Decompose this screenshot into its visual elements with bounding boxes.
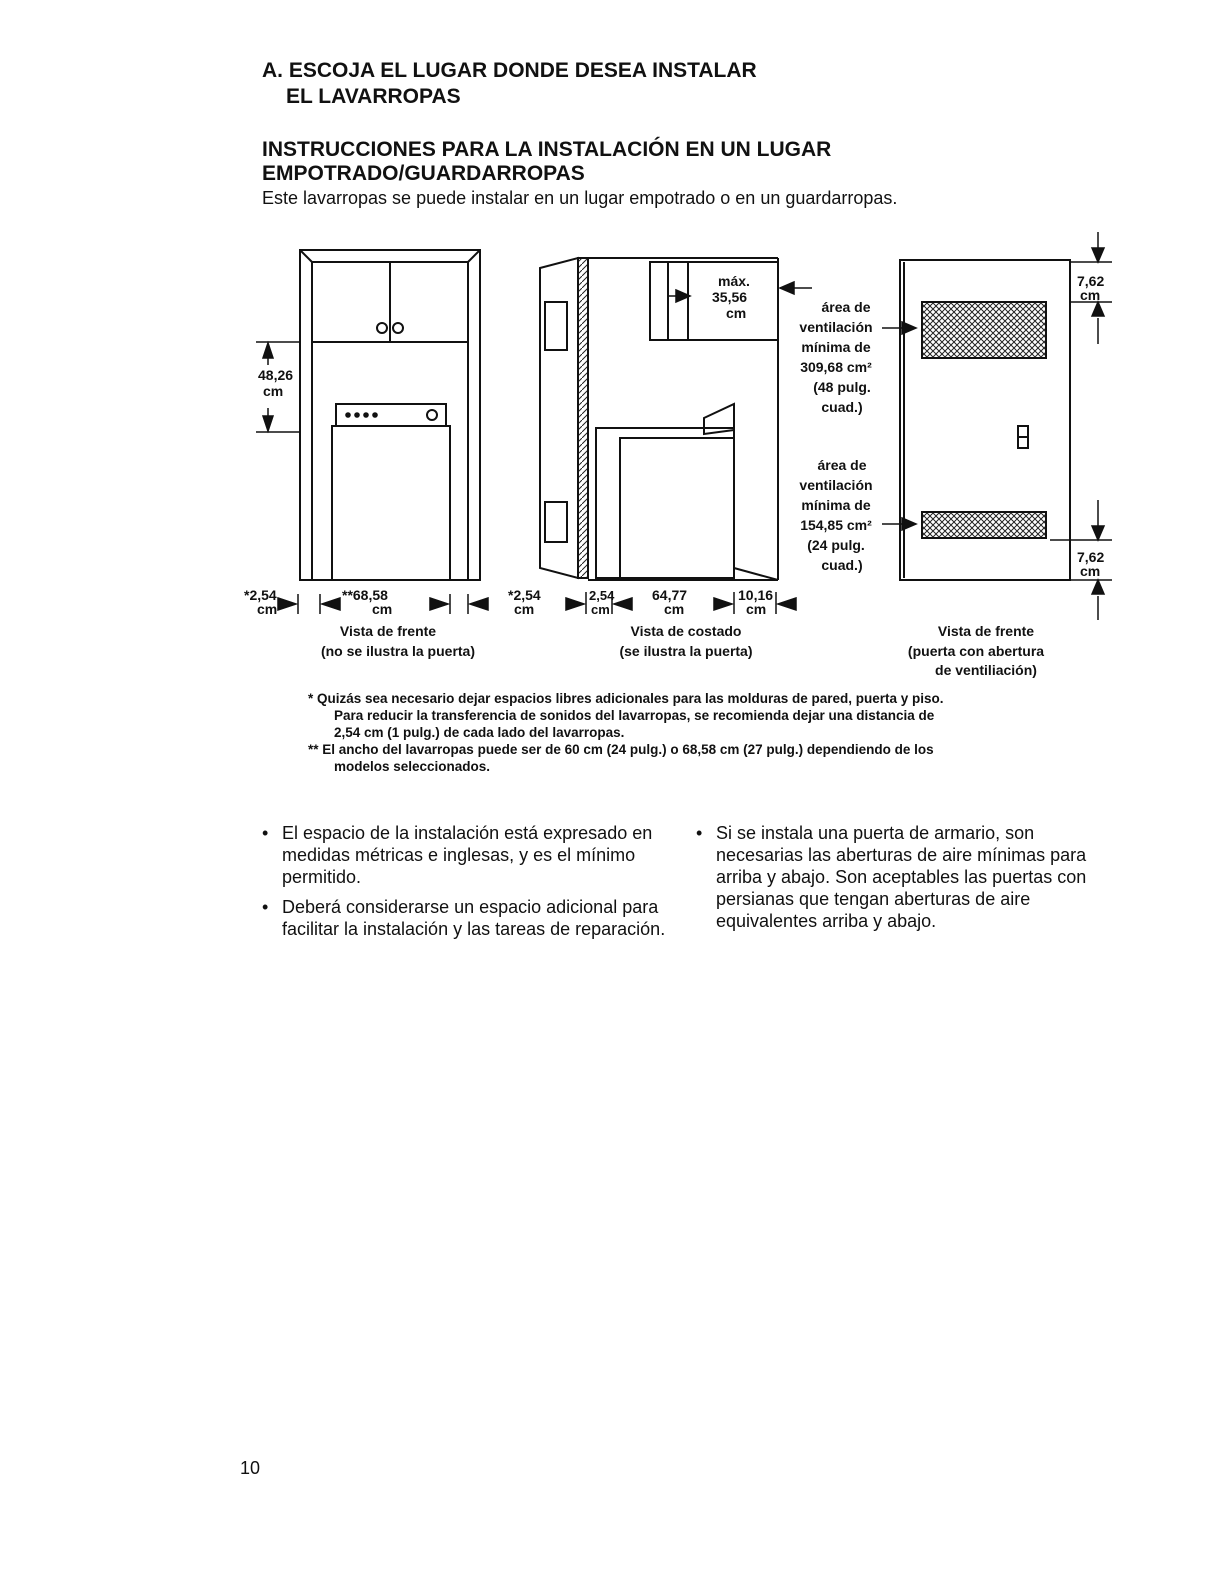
heading-b-line1: INSTRUCCIONES PARA LA INSTALACIÓN EN UN LUGAR: [262, 138, 832, 161]
side-depth-unit: cm: [664, 601, 685, 617]
side-max-label: máx.: [718, 273, 750, 289]
footnote-1-line-2: Para reducir la transferencia de sonidos del lavarropas, se recomienda dejar una distancia de: [334, 708, 935, 723]
footnotes: [308, 690, 1088, 775]
bullet-item: • Si se instala una puerta de armario, son necesarias las aberturas de aire mínimas para arriba y abajo. Son aceptables las puertas con persianas que tengan aberturas de aire equivalentes arriba y abajo.: [696, 822, 1116, 932]
footnote-2-line-2: modelos seleccionados.: [334, 759, 491, 774]
bullet-item: • Deberá considerarse un espacio adicional para facilitar la instalación y las tareas de reparación.: [262, 896, 682, 940]
footnote-2-line-1: ** El ancho del lavarropas puede ser de 60 cm (24 pulg.) o 68,58 cm (27 pulg.) dependiendo de los: [308, 742, 934, 757]
front-left-gap: *2,54: [244, 587, 277, 603]
door-caption-3: de ventiliación): [935, 662, 1037, 678]
door-front-view: [900, 260, 1070, 580]
vent-bottom-line-3: mínima de: [801, 497, 871, 513]
side-washer-console: [704, 404, 734, 434]
door-bottom-vent: [922, 512, 1046, 538]
front-caption-2: (no se ilustra la puerta): [320, 643, 476, 659]
door-caption-2: (puerta con abertura: [907, 643, 1045, 659]
vent-bottom-line-5: (24 pulg.: [807, 537, 865, 553]
heading-a-line1: A. ESCOJA EL LUGAR DONDE DESEA INSTALAR: [262, 59, 757, 82]
side-back-gap: 10,16: [738, 587, 774, 603]
vent-bottom-line-4: 154,85 cm²: [800, 517, 872, 533]
door-top-gap-unit: cm: [1080, 287, 1101, 303]
page-number: 10: [240, 1458, 261, 1478]
side-washer-body: [596, 428, 734, 578]
intro-text: Este lavarropas se puede instalar en un lugar empotrado o en un guardarropas.: [262, 188, 898, 208]
front-width-unit: cm: [372, 601, 393, 617]
side-caption-2: (se ilustra la puerta): [619, 643, 753, 659]
vent-top-line-6: cuad.): [821, 399, 863, 415]
bullet-item: • El espacio de la instalación está expresado en medidas métricas e inglesas, y es el mínimo permitido.: [262, 822, 682, 888]
front-caption-1: Vista de frente: [339, 623, 437, 639]
front-right-gap-unit: cm: [514, 601, 535, 617]
door-top-vent: [922, 302, 1046, 358]
vent-top-label: [799, 299, 872, 415]
vent-top-line-4: 309,68 cm²: [800, 359, 872, 375]
front-left-gap-unit: cm: [257, 601, 278, 617]
side-depth-value: 64,77: [652, 587, 688, 603]
front-height-value: 48,26: [258, 367, 294, 383]
side-door-gap-unit: cm: [591, 602, 610, 617]
heading-a-line2: EL LAVARROPAS: [286, 85, 461, 108]
door-bottom-gap-unit: cm: [1080, 563, 1101, 579]
side-max-unit: cm: [726, 305, 747, 321]
front-width-value: **68,58: [342, 587, 388, 603]
washer-body: [332, 426, 450, 580]
vent-bottom-line-1: área de: [817, 457, 867, 473]
vent-bottom-line-6: cuad.): [821, 557, 863, 573]
washer-console: [336, 404, 446, 426]
heading-b-line2: EMPOTRADO/GUARDARROPAS: [262, 162, 585, 185]
side-back-gap-unit: cm: [746, 601, 767, 617]
vent-bottom-label: [799, 457, 872, 573]
section-heading-a: [262, 58, 757, 110]
footnote-1-line-1: * Quizás sea necesario dejar espacios libres adicionales para las molduras de pared, puerta y piso.: [308, 691, 944, 706]
bullets-right-column: [696, 822, 1116, 940]
vent-bottom-line-2: ventilación: [799, 477, 873, 493]
door-caption-1: Vista de frente: [937, 623, 1035, 639]
front-right-gap: *2,54: [508, 587, 541, 603]
installation-diagram: [240, 228, 1120, 698]
side-door-gap: 2,54: [589, 588, 615, 603]
vent-top-line-1: área de: [821, 299, 871, 315]
side-max-value: 35,56: [712, 289, 748, 305]
vent-top-line-5: (48 pulg.: [813, 379, 871, 395]
front-view: [300, 250, 480, 580]
door-top-gap: 7,62: [1077, 273, 1105, 289]
front-height-unit: cm: [263, 383, 284, 399]
footnote-1-line-3: 2,54 cm (1 pulg.) de cada lado del lavarropas.: [334, 725, 625, 740]
door-bottom-gap: 7,62: [1077, 549, 1105, 565]
vent-top-line-2: ventilación: [799, 319, 873, 335]
bullets-left-column: [262, 822, 682, 948]
section-heading-b: [262, 138, 831, 186]
side-caption-1: Vista de costado: [630, 623, 742, 639]
vent-top-line-3: mínima de: [801, 339, 871, 355]
